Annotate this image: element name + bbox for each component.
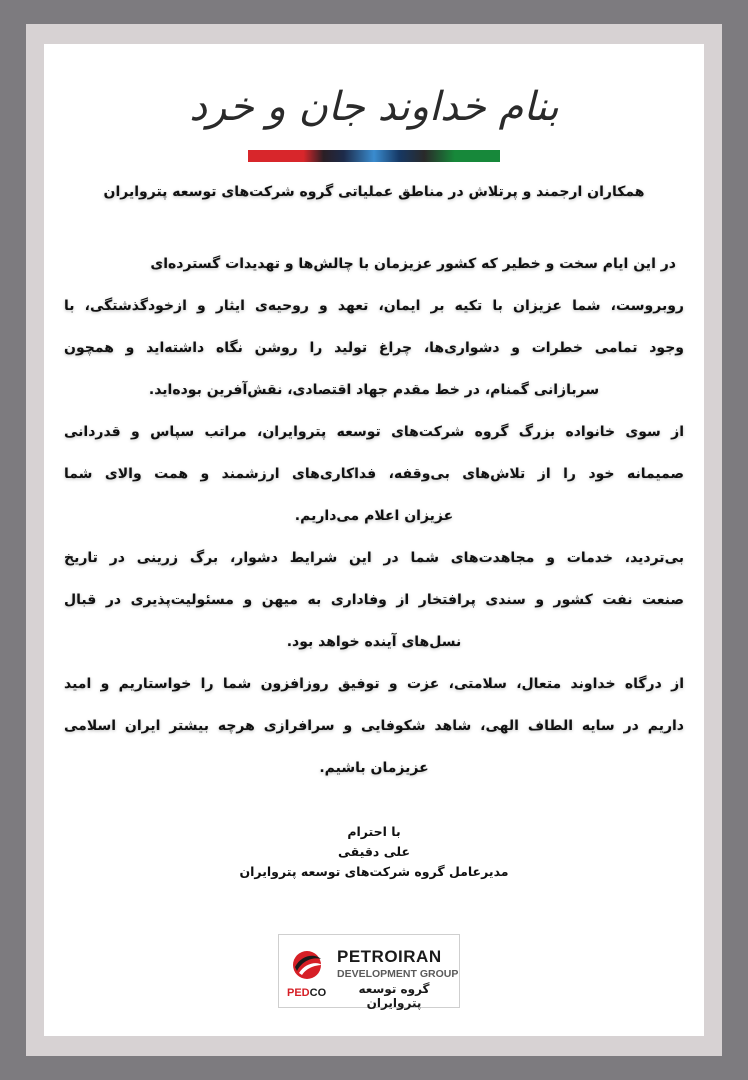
pedco-mark-icon [289, 947, 325, 983]
body-line: صنعت نفت کشور و سندی پرافتخار از وفاداری به میهن و مسئولیت‌پذیری در قبال [64, 592, 684, 608]
logo-name-fa: گروه توسعه پتروایران [358, 982, 430, 1010]
letter-page [44, 44, 704, 1036]
body-line: عزیزمان باشیم. [319, 760, 429, 776]
pedco-abbr: PEDCO [287, 987, 327, 999]
logo-name-en: PETROIRAN [337, 947, 442, 966]
body-line: بی‌تردید، خدمات و مجاهدت‌های شما در این شرایط دشوار، برگ زرینی در تاریخ [64, 550, 684, 566]
body-line: سربازانی گمنام، در خط مقدم جهاد اقتصادی، نقش‌آفرین بوده‌اید. [148, 382, 600, 398]
body-line: وجود تمامی خطرات و دشواری‌ها، چراغ تولید را روشن نگاه داشته‌اید و همچون [64, 340, 684, 356]
body-line: روبروست، شما عزیزان با تکیه بر ایمان، تعهد و روحیه‌ی ایثار و ازخودگذشتگی، با [64, 298, 684, 314]
letter-headline: همکاران ارجمند و پرتلاش در مناطق عملیاتی گروه شرکت‌های توسعه پتروایران [103, 184, 645, 200]
signature-title: مدیرعامل گروه شرکت‌های توسعه پتروایران [239, 864, 509, 879]
body-line: از درگاه خداوند متعال، سلامتی، عزت و توفیق روزافزون شما را خواستاریم و امید [64, 676, 684, 692]
decorative-stripe [248, 150, 500, 162]
calligraphy-header: بنام خداوند جان و خرد [189, 84, 559, 130]
signature-closing: با احترام [347, 824, 401, 839]
company-logo [278, 934, 460, 1008]
signature-name: علی دقیقی [338, 844, 410, 859]
body-line: داریم در سایه الطاف الهی، شاهد شکوفایی و سرافرازی هرچه بیشتر ایران اسلامی [64, 718, 684, 734]
body-line: نسل‌های آینده خواهد بود. [286, 634, 462, 650]
logo-subtitle-en: DEVELOPMENT GROUP [337, 968, 459, 980]
body-line: عزیزان اعلام می‌داریم. [294, 508, 454, 524]
body-line: صمیمانه خود را از تلاش‌های بی‌وقفه، فداکاری‌های ارزشمند و همت والای شما [64, 466, 684, 482]
body-line: از سوی خانواده بزرگ گروه شرکت‌های توسعه پتروایران، مراتب سپاس و قدردانی [64, 424, 684, 440]
body-line: در این ایام سخت و خطیر که کشور عزیزمان با چالش‌ها و تهدیدات گسترده‌ای [150, 256, 676, 272]
